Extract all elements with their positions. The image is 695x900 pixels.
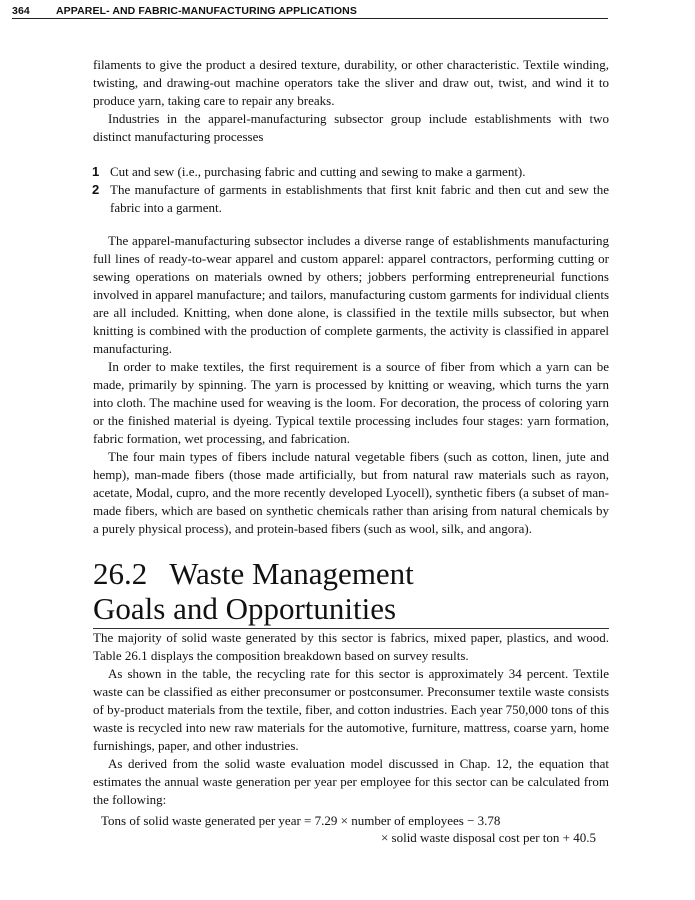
list-item-number: 2 — [92, 182, 100, 197]
running-head — [12, 4, 608, 19]
paragraph: Industries in the apparel-manufacturing subsector group include establishments with two distinct manufacturing processes — [93, 111, 609, 144]
section-heading — [93, 556, 609, 629]
equation-line-2: × solid waste disposal cost per ton + 40.5 — [380, 830, 596, 845]
process-list — [93, 163, 609, 217]
list-item-number: 1 — [92, 164, 100, 179]
running-title: APPAREL- AND FABRIC-MANUFACTURING APPLICATIONS — [56, 5, 357, 17]
paragraph: As derived from the solid waste evaluation model discussed in Chap. 12, the equation that estimates the annual waste generation per year per employee for this sector can be calculated from the following: — [93, 756, 609, 807]
section-number: 26.2 — [93, 556, 148, 591]
paragraph: As shown in the table, the recycling rate for this sector is approximately 34 percent. Textile waste can be classified as either preconsumer or postconsumer. Preconsumer textile waste consists of by-product materials from the textile, fiber, and cotton industries. Each year 750,000 tons of this waste is recycled into new raw materials for the automotive, furniture, mattress, coarse yarn, home furnishings, paper, and other industries. — [93, 666, 609, 753]
paragraph: In order to make textiles, the first requirement is a source of fiber from which a yarn can be made, primarily by spinning. The yarn is processed by knitting or weaving, which turns the yarn into cloth. The machine used for weaving is the loom. For decoration, the process of coloring yarn or the finished material is dyeing. Typical textile processing includes four stages: yarn formation, fabric formation, wet processing, and fabrication. — [93, 359, 609, 446]
list-item — [93, 181, 609, 217]
section-title-line1: Waste Management — [169, 556, 414, 591]
equation — [93, 812, 609, 852]
equation-line-1: Tons of solid waste generated per year = 7.29 × number of employees − 3.78 — [101, 813, 501, 828]
page-number: 364 — [12, 5, 30, 17]
paragraph: The apparel-manufacturing subsector includes a diverse range of establishments manufacturing full lines of ready-to-wear apparel and custom apparel: apparel contractors, performing cutting or sewing operations on materials owned by others; jobbers performing entrepreneurial functions involved in apparel manufacture; and tailors, manufacturing custom garments for individual clients are all included. Knitting, when done alone, is classified in the textile mills subsector, but when knitting is combined with the production of complete garments, the activity is classified in apparel manufacturing. — [93, 233, 609, 356]
paragraph: The majority of solid waste generated by this sector is fabrics, mixed paper, plastics, and wood. Table 26.1 displays the composition breakdown based on survey results. — [93, 630, 609, 663]
list-item-text: The manufacture of garments in establishments that first knit fabric and then cut and sew the fabric into a garment. — [110, 182, 609, 215]
body-text — [93, 56, 609, 852]
paragraph: The four main types of fibers include natural vegetable fibers (such as cotton, linen, jute and hemp), man-made fibers (those made artificially, but from natural raw materials such as rayon, acetate, Modal, cupro, and the more recently developed Lyocell), synthetic fibers (a subset of man-made fibers, which are based on synthetic chemicals rather than arising from natural chemicals by a purely physical process), and protein-based fibers (such as wool, silk, and angora). — [93, 449, 609, 536]
section-title-line2: Goals and Opportunities — [93, 591, 397, 626]
paragraph: filaments to give the product a desired texture, durability, or other characteristic. Textile winding, twisting, and drawing-out machine operators take the sliver and draw out, twist, and wind it to produce yarn, taking care to repair any breaks. — [93, 57, 609, 108]
list-item-text: Cut and sew (i.e., purchasing fabric and cutting and sewing to make a garment). — [110, 164, 526, 179]
list-item — [93, 163, 609, 181]
